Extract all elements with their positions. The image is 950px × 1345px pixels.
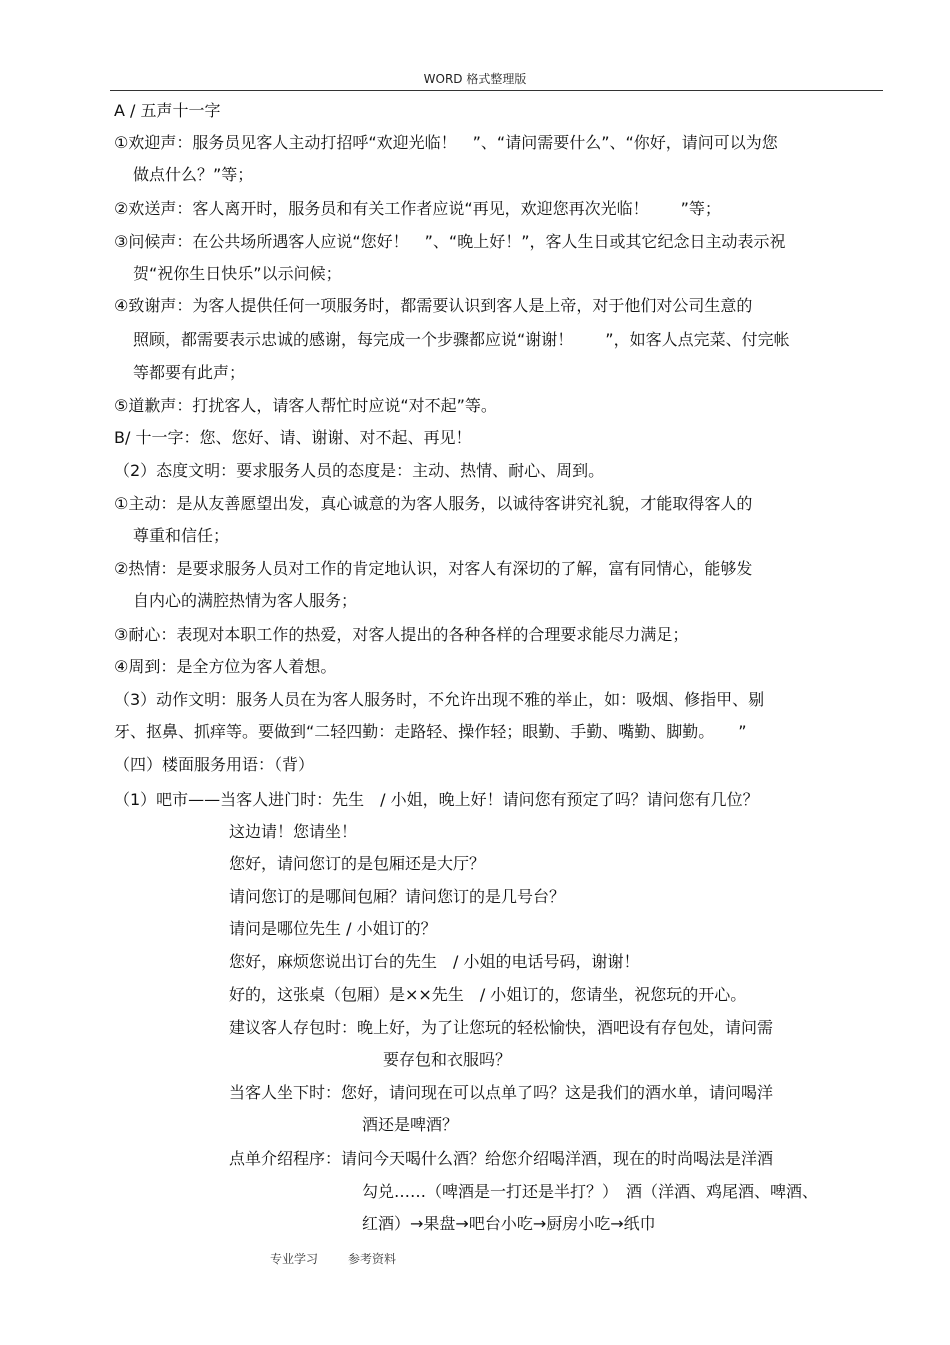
text-line: ①欢迎声：服务员见客人主动打招呼“欢迎光临！ ”、“请问需要什么”、“你好，请问可以为您 (114, 133, 778, 152)
text-line: （1）吧市——当客人进门时：先生 / 小姐，晚上好！请问您有预定了吗？请问您有几位？ (114, 790, 759, 809)
text-line: 请问是哪位先生 / 小姐订的？ (229, 919, 437, 938)
text-line: 请问您订的是哪间包厢？请问您订的是几号台？ (229, 887, 566, 906)
text-line: 好的，这张桌（包厢）是××先生 / 小姐订的，您请坐，祝您玩的开心。 (229, 985, 747, 1004)
text-line: （3）动作文明：服务人员在为客人服务时，不允许出现不雅的举止，如：吸烟、修指甲、剔 (114, 690, 765, 709)
text-line: 等都要有此声； (133, 363, 246, 382)
text-line: 要存包和衣服吗？ (383, 1050, 512, 1069)
text-line: 酒还是啤酒？ (362, 1115, 459, 1134)
footer-left: 专业学习 (270, 1252, 319, 1266)
text-line: 勾兑……（啤酒是一打还是半打？） 酒（洋酒、鸡尾酒、啤酒、 (362, 1182, 819, 1201)
text-line: B/ 十一字：您、您好、请、谢谢、对不起、再见！ (114, 428, 472, 447)
text-line: 您好，请问您订的是包厢还是大厅？ (229, 854, 486, 873)
text-line: ②欢送声：客人离开时，服务员和有关工作者应说“再见，欢迎您再次光临！ ”等； (114, 199, 721, 218)
page-header: WORD 格式整理版 (423, 72, 527, 86)
text-line: 建议客人存包时：晚上好，为了让您玩的轻松愉快，酒吧设有存包处，请问需 (229, 1018, 774, 1037)
text-line: 当客人坐下时：您好，请问现在可以点单了吗？这是我们的酒水单，请问喝洋 (229, 1083, 774, 1102)
text-line: ②热情：是要求服务人员对工作的肯定地认识，对客人有深切的了解，富有同情心，能够发 (114, 559, 753, 578)
text-line: ①主动：是从友善愿望出发，真心诚意的为客人服务，以诚待客讲究礼貌，才能取得客人的 (114, 494, 753, 513)
text-line: ④周到：是全方位为客人着想。 (114, 657, 337, 676)
text-line: 您好，麻烦您说出订台的先生 / 小姐的电话号码，谢谢！ (229, 952, 640, 971)
text-line: ③问候声：在公共场所遇客人应说“您好！ ”、“晚上好！”，客人生日或其它纪念日主动表示祝 (114, 232, 786, 251)
text-line: ③耐心：表现对本职工作的热爱，对客人提出的各种各样的合理要求能尽力满足； (114, 625, 689, 644)
text-line: （2）态度文明：要求服务人员的态度是：主动、热情、耐心、周到。 (114, 461, 605, 480)
text-line: （四）楼面服务用语：（背） (114, 755, 315, 774)
text-line: 尊重和信任； (133, 526, 230, 545)
text-line: A / 五声十一字 (114, 101, 221, 120)
text-line: ④致谢声：为客人提供任何一项服务时，都需要认识到客人是上帝，对于他们对公司生意的 (114, 296, 753, 315)
text-line: 自内心的满腔热情为客人服务； (133, 591, 358, 610)
document-body (0, 94, 950, 1244)
text-line: 做点什么？”等； (133, 165, 254, 184)
text-line: 照顾，都需要表示忠诚的感谢，每完成一个步骤都应说“谢谢！ ”，如客人点完菜、付完帐 (133, 330, 790, 349)
text-line: 红酒）→果盘→吧台小吃→厨房小吃→纸巾 (362, 1214, 656, 1233)
header-divider (110, 90, 883, 91)
text-line: ⑤道歉声：打扰客人，请客人帮忙时应说“对不起”等。 (114, 396, 497, 415)
text-line: 这边请！您请坐！ (229, 822, 358, 841)
text-line: 牙、抠鼻、抓痒等。要做到“二轻四勤：走路轻、操作轻；眼勤、手勤、嘴勤、脚勤。 ” (114, 722, 747, 741)
text-line: 贺“祝你生日快乐”以示问候； (133, 264, 342, 283)
footer-right: 参考资料 (348, 1252, 397, 1266)
text-line: 点单介绍程序：请问今天喝什么酒？给您介绍喝洋酒，现在的时尚喝法是洋酒 (229, 1149, 774, 1168)
